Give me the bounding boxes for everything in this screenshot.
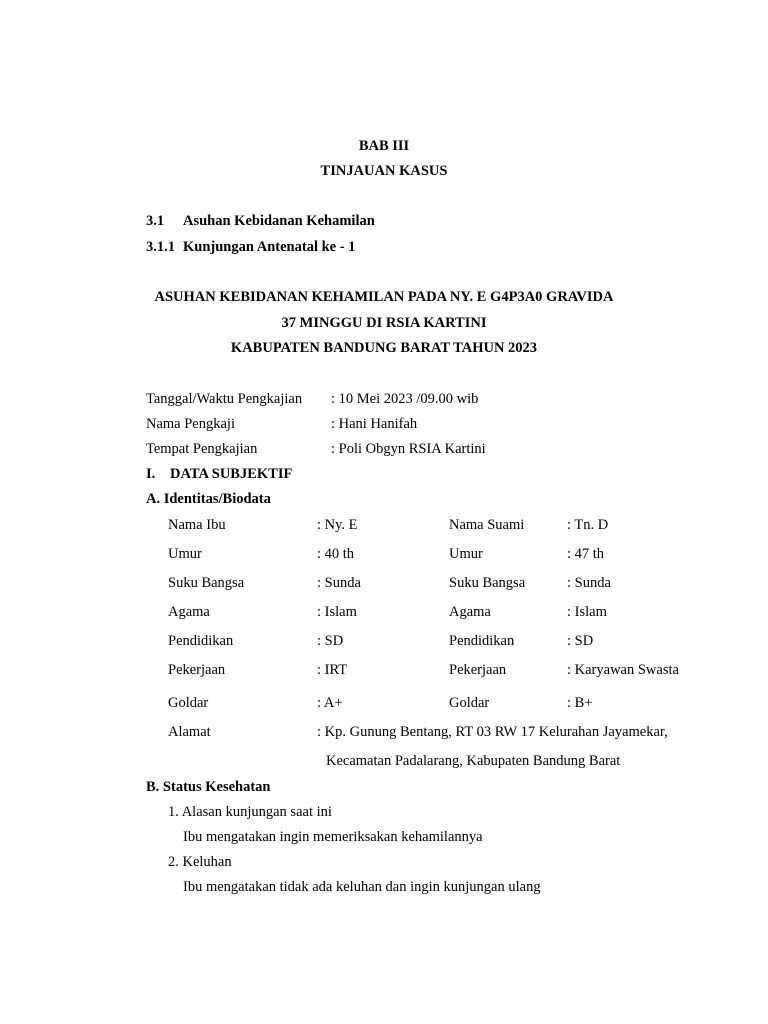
main-title-line-2: 37 MINGGU DI RSIA KARTINI [281,315,487,331]
section-title: Asuhan Kebidanan Kehamilan [183,213,375,229]
identity-value: : B+ [567,695,593,711]
health-item-text: Ibu mengatakan tidak ada keluhan dan ingin kunjungan ulang [183,879,541,895]
identity-label: Pendidikan [168,633,234,649]
identity-value: : Tn. D [567,517,609,533]
identity-value: : IRT [317,662,348,678]
identity-label: Umur [168,546,202,562]
part-number: I. [146,466,156,482]
assessment-value: : Hani Hanifah [331,416,418,432]
identity-label: Pendidikan [449,633,515,649]
health-item-title: 1. Alasan kunjungan saat ini [168,804,332,820]
assessment-value: : Poli Obgyn RSIA Kartini [331,441,486,457]
identity-heading: A. Identitas/Biodata [146,491,271,507]
identity-label: Agama [168,604,210,620]
identity-value: : SD [567,633,594,649]
identity-value: : Sunda [317,575,361,591]
identity-label: Suku Bangsa [449,575,526,591]
main-title-line-3: KABUPATEN BANDUNG BARAT TAHUN 2023 [230,340,538,356]
subsection-number: 3.1.1 [146,239,175,255]
subsection-title: Kunjungan Antenatal ke - 1 [183,239,356,255]
main-title-line-1: ASUHAN KEBIDANAN KEHAMILAN PADA NY. E G4P3A0 GRAVIDA [154,289,614,305]
assessment-label: Tempat Pengkajian [146,441,258,457]
identity-value: : 47 th [567,546,605,562]
identity-label: Pekerjaan [449,662,507,678]
identity-label: Goldar [168,695,209,711]
assessment-value: : 10 Mei 2023 /09.00 wib [331,391,479,407]
identity-value: : Islam [317,604,357,620]
identity-value: : Islam [567,604,607,620]
identity-label: Suku Bangsa [168,575,245,591]
section-number: 3.1 [146,213,165,229]
identity-value: : A+ [317,695,343,711]
identity-label: Nama Suami [449,517,525,533]
identity-value: : SD [317,633,344,649]
identity-value: : 40 th [317,546,355,562]
chapter-title: TINJAUAN KASUS [320,163,448,179]
identity-label: Goldar [449,695,490,711]
identity-value: : Ny. E [317,517,358,533]
identity-label: Nama Ibu [168,517,226,533]
health-item-title: 2. Keluhan [168,854,232,870]
identity-value: : Karyawan Swasta [567,662,679,678]
identity-value: : Sunda [567,575,611,591]
address-label: Alamat [168,724,211,740]
identity-label: Umur [449,546,483,562]
address-line-1: : Kp. Gunung Bentang, RT 03 RW 17 Kelurahan Jayamekar, [317,724,668,740]
health-status-heading: B. Status Kesehatan [146,779,271,795]
chapter-number: BAB III [358,138,410,154]
part-title: DATA SUBJEKTIF [170,466,293,482]
address-line-2: Kecamatan Padalarang, Kabupaten Bandung Barat [326,753,621,769]
identity-label: Pekerjaan [168,662,226,678]
assessment-label: Nama Pengkaji [146,416,235,432]
assessment-label: Tanggal/Waktu Pengkajian [146,391,303,407]
identity-label: Agama [449,604,491,620]
health-item-text: Ibu mengatakan ingin memeriksakan kehamilannya [183,829,483,845]
